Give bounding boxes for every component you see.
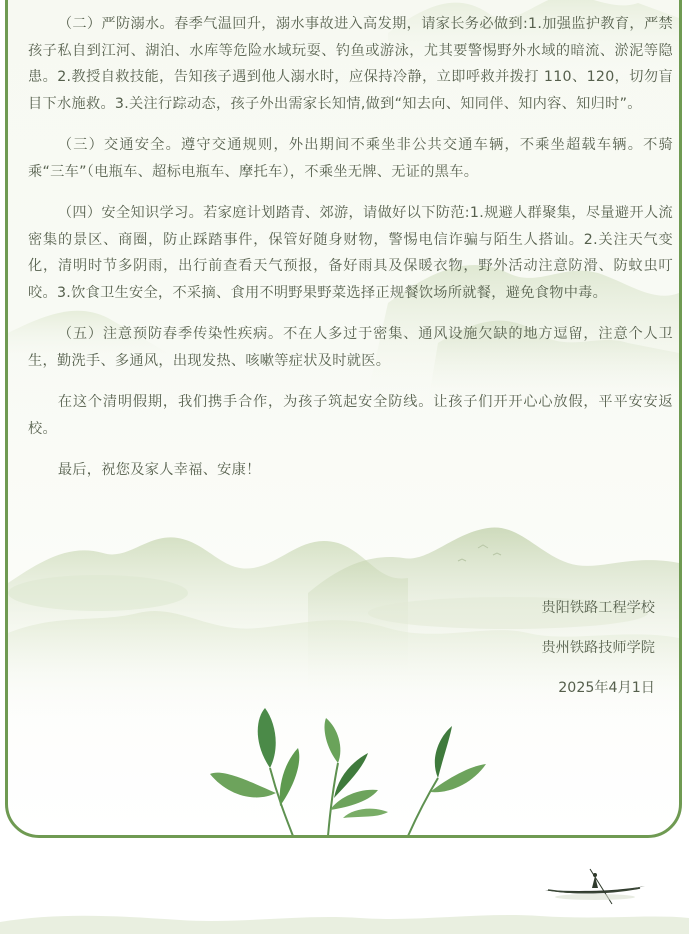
bamboo-leaves-icon	[198, 708, 498, 838]
paragraph-safety-knowledge: （四）安全知识学习。若家庭计划踏青、郊游，请做好以下防范:1.规避人群聚集，尽量避开人流密集的景区、商圈，防止踩踏事件，保管好随身财物，警惕电信诈骗与陌生人搭讪。2.关注天气变化，清明时节多阴雨，出行前查看天气预报，备好雨具及保暖衣物，野外活动注意防滑、防蚊虫叮咬。3.饮食卫生安全，不采摘、食用不明野果野菜选择正规餐饮场所就餐，避免食物中毒。	[28, 205, 673, 301]
paragraph-disease-prevention: （五）注意预防春季传染性疾病。不在人多过于密集、通风设施欠缺的地方逗留，注意个人卫生，勤洗手、多通风，出现发热、咳嗽等症状及时就医。	[28, 326, 673, 369]
paragraph-drowning-prevention: （二）严防溺水。春季气温回升，溺水事故进入高发期，请家长务必做到:1.加强监护教育，严禁孩子私自到江河、湖泊、水库等危险水域玩耍、钓鱼或游泳，尤其要警惕野外水域的暗流、淤泥等隐患。2.教授自救技能，告知孩子遇到他人溺水时，应保持冷静，立即呼救并拨打 110、120，切勿盲目下水施救。3.关注行踪动态，孩子外出需家长知情,做到“知去向、知同伴、知内容、知归时”。	[28, 16, 673, 112]
letter-body	[28, 11, 673, 499]
signature-school-1: 贵阳铁路工程学校	[541, 600, 655, 616]
paragraph-cooperation: 在这个清明假期，我们携手合作，为孩子筑起安全防线。让孩子们开开心心放假，平平安安返校。	[28, 394, 673, 437]
signature-date: 2025年4月1日	[558, 680, 655, 696]
paragraph-closing-wishes: 最后，祝您及家人幸福、安康！	[57, 462, 261, 478]
paragraph-traffic-safety: （三）交通安全。遵守交通规则，外出期间不乘坐非公共交通车辆，不乘坐超载车辆。不骑乘“三车”（电瓶车、超标电瓶车、摩托车），不乘坐无牌、无证的黑车。	[28, 137, 673, 180]
bottom-decoration	[0, 836, 689, 934]
letter-card	[5, 0, 682, 838]
signature-school-2: 贵州铁路技师学院	[541, 640, 655, 656]
boat-fisherman-icon	[540, 864, 650, 909]
bottom-mountain-strip	[0, 908, 689, 934]
